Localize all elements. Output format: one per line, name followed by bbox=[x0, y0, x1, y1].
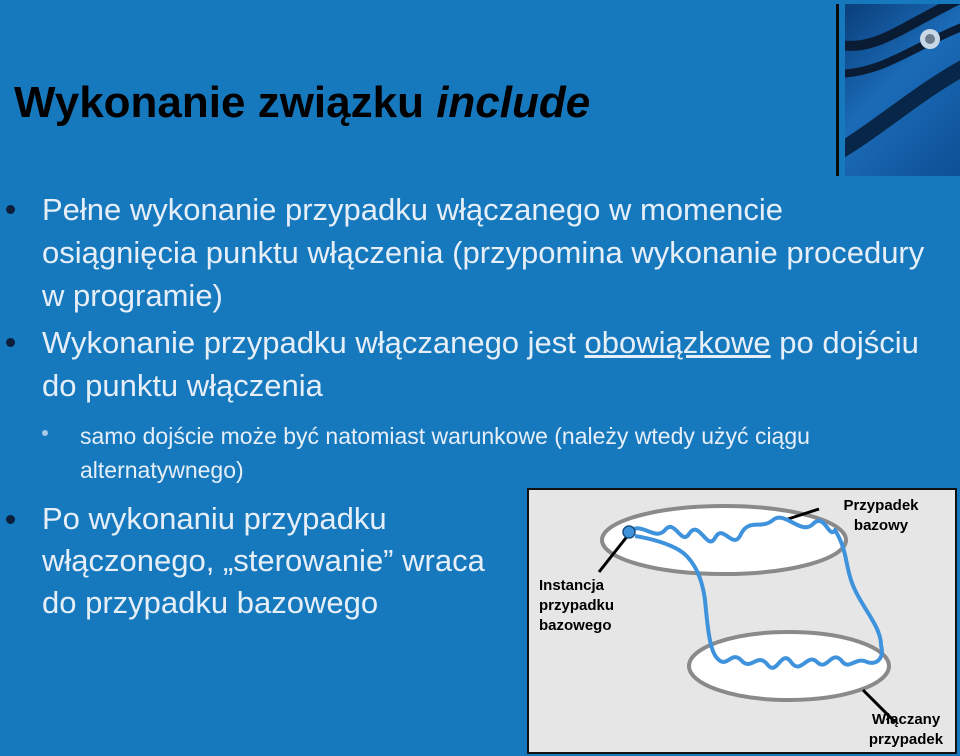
bullet-text: Pełne wykonanie przypadku włączanego w momencie osiągnięcia punktu włączenia (przypomina wykonanie procedury w programie) bbox=[42, 192, 925, 313]
sub-bullet-item bbox=[80, 419, 930, 487]
bullet-dot-icon bbox=[6, 515, 15, 524]
bullet-item bbox=[42, 498, 512, 624]
included-use-case-ellipse bbox=[689, 632, 889, 700]
label-included-use-case: Włączany przypadek bbox=[868, 711, 944, 748]
bullet-text: Wykonanie przypadku włączanego jest bbox=[42, 325, 585, 360]
bullet-text: po dojściu do punktu włączenia bbox=[42, 325, 919, 403]
sub-bullet-text: samo dojście może być natomiast warunkowe (należy wtedy użyć ciągu alternatywnego) bbox=[80, 423, 810, 483]
bullet-emphasis: obowiązkowe bbox=[584, 325, 771, 360]
bullet-text: Po wykonaniu przypadku włączonego, „sterowanie” wraca do przypadku bazowego bbox=[42, 501, 485, 620]
cable-illustration bbox=[845, 4, 960, 176]
bullet-dot-icon bbox=[6, 205, 15, 214]
bullet-dot-icon bbox=[6, 338, 15, 347]
decorative-divider bbox=[836, 4, 839, 176]
slide-title bbox=[14, 78, 590, 128]
decorative-cable-image bbox=[845, 4, 960, 176]
label-base-instance: Instancja przypadku bazowego bbox=[539, 577, 615, 634]
instance-start-icon bbox=[623, 526, 635, 538]
title-main-text: Wykonanie związku bbox=[14, 78, 437, 127]
bullet-item bbox=[42, 188, 932, 317]
bullet-item bbox=[42, 321, 932, 407]
base-use-case-ellipse bbox=[602, 506, 846, 574]
label-base-use-case: Przypadek bazowy bbox=[843, 497, 919, 534]
title-italic-text: include bbox=[436, 78, 591, 127]
include-diagram bbox=[527, 488, 957, 754]
bullet-dot-icon bbox=[42, 430, 48, 436]
